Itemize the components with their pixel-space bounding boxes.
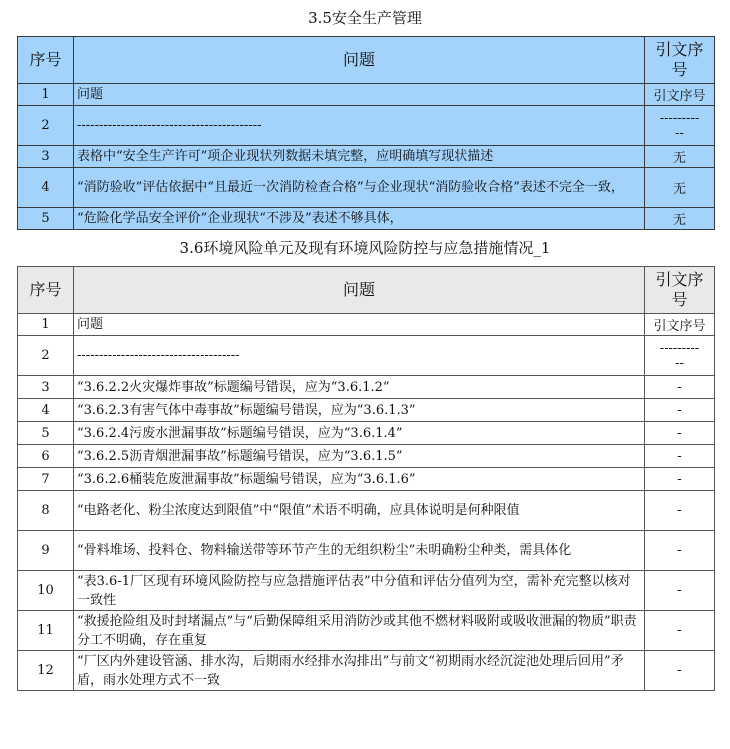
- table-row: [18, 336, 715, 376]
- header-issue: 问题: [74, 267, 645, 314]
- row-issue: -------------------------------------: [74, 336, 645, 376]
- row-ref: -: [645, 491, 715, 531]
- row-ref: --------- --: [645, 336, 715, 376]
- row-issue: “3.6.2.6桶装危废泄漏事故”标题编号错误，应为“3.6.1.6”: [74, 468, 645, 491]
- row-ref: -: [645, 651, 715, 691]
- table-row: [18, 651, 715, 691]
- row-issue: “表3.6-1厂区现有环境风险防控与应急措施评估表”中分值和评估分值列为空，需补充完整以核对一致性: [74, 571, 645, 611]
- row-issue: 问题: [74, 84, 645, 106]
- row-no: 10: [18, 571, 74, 611]
- row-ref: 引文序号: [645, 314, 715, 336]
- row-issue: “厂区内外建设管涵、排水沟，后期雨水经排水沟排出”与前文“初期雨水经沉淀池处理后回用”矛盾，雨水处理方式不一致: [74, 651, 645, 691]
- row-issue: “3.6.2.3有害气体中毒事故”标题编号错误，应为“3.6.1.3”: [74, 399, 645, 422]
- row-no: 8: [18, 491, 74, 531]
- row-issue: “救援抢险组及时封堵漏点”与“后勤保障组采用消防沙或其他不燃材料吸附或吸收泄漏的物质”职责分工不明确，存在重复: [74, 611, 645, 651]
- header-ref: 引文序号: [645, 267, 715, 314]
- row-no: 5: [18, 422, 74, 445]
- table-header-row: [18, 37, 715, 84]
- row-issue: “骨料堆场、投料仓、物料输送带等环节产生的无组织粉尘”未明确粉尘种类，需具体化: [74, 531, 645, 571]
- header-no: 序号: [18, 37, 74, 84]
- row-issue: “3.6.2.5沥青烟泄漏事故”标题编号错误，应为“3.6.1.5”: [74, 445, 645, 468]
- row-no: 11: [18, 611, 74, 651]
- row-no: 9: [18, 531, 74, 571]
- table-row: [18, 571, 715, 611]
- row-ref: 无: [645, 146, 715, 168]
- table-header-row: [18, 267, 715, 314]
- row-ref: -: [645, 611, 715, 651]
- row-no: 12: [18, 651, 74, 691]
- table-row: [18, 399, 715, 422]
- row-issue: 表格中“安全生产许可”项企业现状列数据未填完整，应明确填写现状描述: [74, 146, 645, 168]
- row-ref: -: [645, 399, 715, 422]
- table-row: [18, 468, 715, 491]
- header-issue: 问题: [74, 37, 645, 84]
- safety-management-table: [17, 36, 715, 230]
- header-no: 序号: [18, 267, 74, 314]
- row-ref: -: [645, 468, 715, 491]
- table-row: [18, 422, 715, 445]
- row-ref: -: [645, 376, 715, 399]
- row-issue: ------------------------------------------: [74, 106, 645, 146]
- row-no: 1: [18, 84, 74, 106]
- row-ref: 无: [645, 208, 715, 230]
- table-row: [18, 445, 715, 468]
- row-ref: -: [645, 445, 715, 468]
- table-row: [18, 531, 715, 571]
- row-no: 7: [18, 468, 74, 491]
- row-no: 4: [18, 168, 74, 208]
- table-row: [18, 168, 715, 208]
- row-ref: -: [645, 531, 715, 571]
- table-row: [18, 146, 715, 168]
- row-no: 2: [18, 106, 74, 146]
- table-row: [18, 611, 715, 651]
- table-row: [18, 314, 715, 336]
- section-title-3-5: 3.5安全生产管理: [308, 9, 422, 27]
- row-no: 4: [18, 399, 74, 422]
- table-row: [18, 491, 715, 531]
- row-no: 3: [18, 146, 74, 168]
- row-no: 2: [18, 336, 74, 376]
- row-no: 1: [18, 314, 74, 336]
- row-ref: 无: [645, 168, 715, 208]
- table-row: [18, 106, 715, 146]
- row-issue: “消防验收”评估依据中“且最近一次消防检查合格”与企业现状“消防验收合格”表述不完全一致，: [74, 168, 645, 208]
- row-ref: 引文序号: [645, 84, 715, 106]
- row-ref: -: [645, 571, 715, 611]
- row-ref: -: [645, 422, 715, 445]
- table-row: [18, 84, 715, 106]
- row-issue: “电路老化、粉尘浓度达到限值”中“限值”术语不明确，应具体说明是何种限值: [74, 491, 645, 531]
- table-row: [18, 376, 715, 399]
- row-no: 3: [18, 376, 74, 399]
- row-issue: 问题: [74, 314, 645, 336]
- row-no: 5: [18, 208, 74, 230]
- environmental-risk-table: [17, 266, 715, 691]
- table-row: [18, 208, 715, 230]
- row-issue: “3.6.2.4污废水泄漏事故”标题编号错误，应为“3.6.1.4”: [74, 422, 645, 445]
- row-issue: “3.6.2.2火灾爆炸事故”标题编号错误，应为“3.6.1.2”: [74, 376, 645, 399]
- row-issue: “危险化学品安全评价”企业现状“不涉及”表述不够具体，: [74, 208, 645, 230]
- row-no: 6: [18, 445, 74, 468]
- section-title-3-6: 3.6环境风险单元及现有环境风险防控与应急措施情况_1: [179, 239, 551, 257]
- header-ref: 引文序号: [645, 37, 715, 84]
- row-ref: --------- --: [645, 106, 715, 146]
